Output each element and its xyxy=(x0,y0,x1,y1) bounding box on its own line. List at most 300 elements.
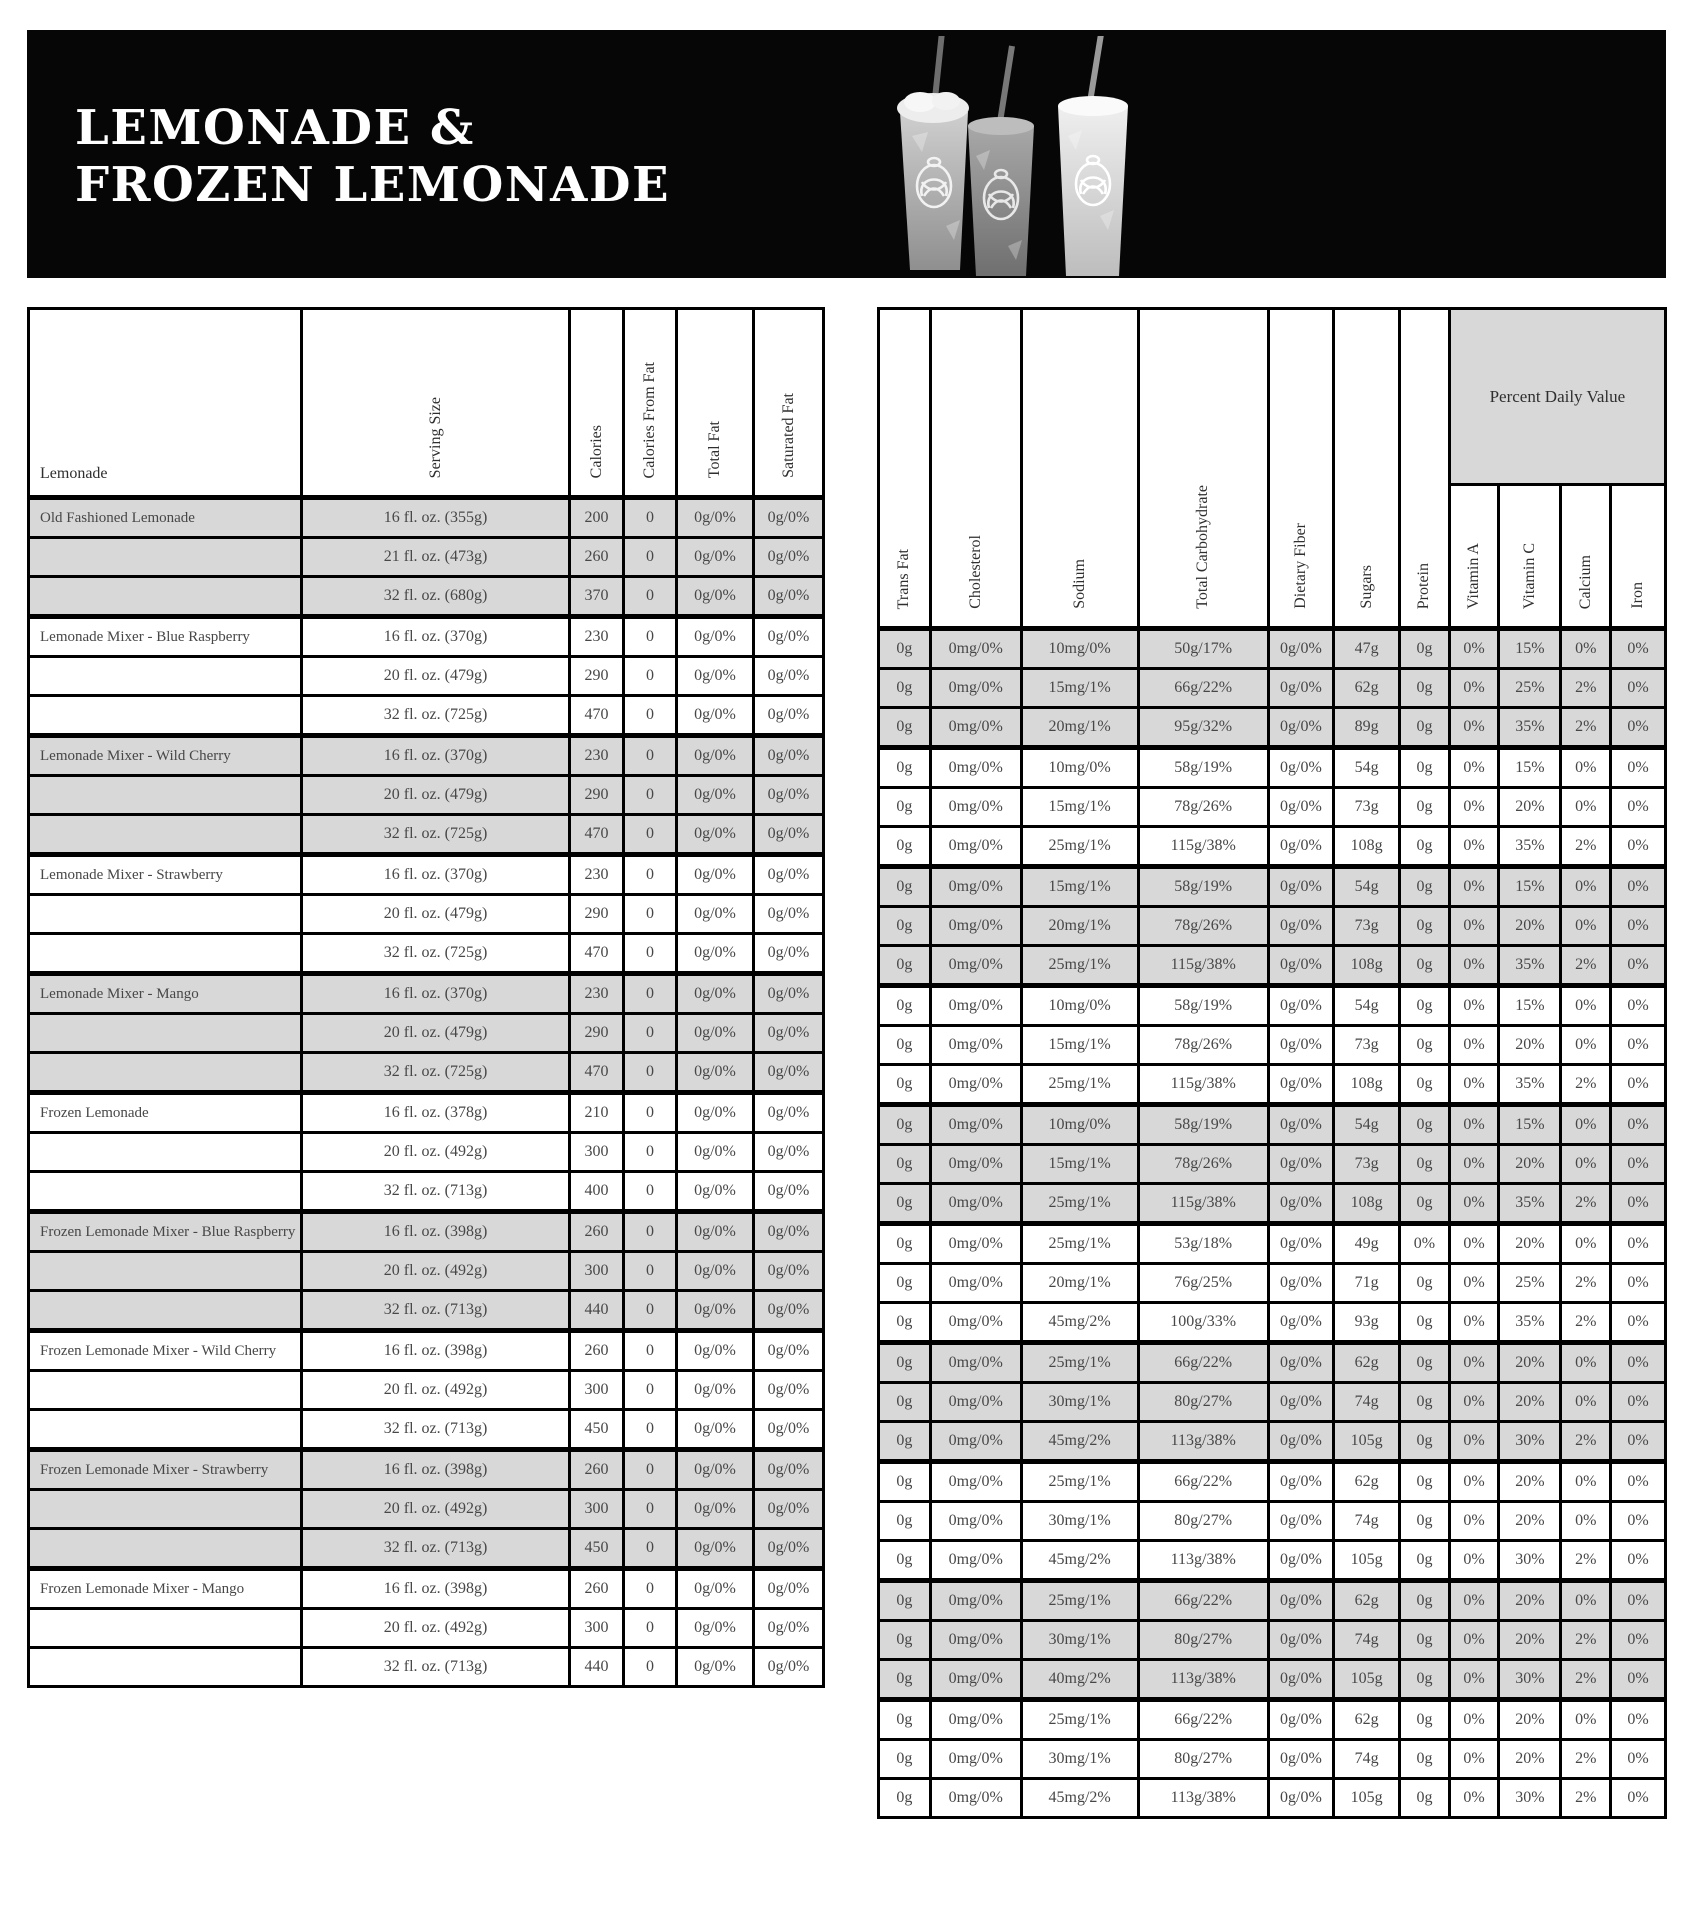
cell-dietary-fiber: 0g/0% xyxy=(1268,629,1333,669)
cell-cholesterol: 0mg/0% xyxy=(930,1145,1021,1184)
cell-iron: 0% xyxy=(1611,1541,1666,1581)
cell-calories-from-fat: 0 xyxy=(624,1371,677,1410)
product-row xyxy=(29,934,824,974)
cell-sodium: 30mg/1% xyxy=(1021,1383,1138,1422)
cell-cholesterol: 0mg/0% xyxy=(930,1422,1021,1462)
cell-total-carbohydrate: 78g/26% xyxy=(1138,1026,1268,1065)
cell-serving-size: 32 fl. oz. (725g) xyxy=(302,934,570,974)
column-header-total-carbohydrate: Total Carbohydrate xyxy=(1138,309,1268,629)
cell-cholesterol: 0mg/0% xyxy=(930,1224,1021,1264)
cell-cholesterol: 0mg/0% xyxy=(930,708,1021,748)
product-row xyxy=(29,895,824,934)
cell-product-name xyxy=(29,1133,302,1172)
product-row xyxy=(879,1621,1666,1660)
cell-vitamin-a: 0% xyxy=(1449,788,1499,827)
cell-total-carbohydrate: 66g/22% xyxy=(1138,1343,1268,1383)
cell-saturated-fat: 0g/0% xyxy=(754,538,824,577)
cell-total-carbohydrate: 66g/22% xyxy=(1138,669,1268,708)
cell-serving-size: 32 fl. oz. (725g) xyxy=(302,815,570,855)
cell-sugars: 47g xyxy=(1333,629,1399,669)
cell-calcium: 2% xyxy=(1561,1264,1611,1303)
cell-total-fat: 0g/0% xyxy=(677,736,754,776)
cup-shape xyxy=(1058,106,1128,276)
cell-calories-from-fat: 0 xyxy=(624,855,677,895)
cell-product-name xyxy=(29,1172,302,1212)
cell-sodium: 25mg/1% xyxy=(1021,1224,1138,1264)
cell-iron: 0% xyxy=(1611,1383,1666,1422)
cell-vitamin-a: 0% xyxy=(1449,946,1499,986)
cell-saturated-fat: 0g/0% xyxy=(754,934,824,974)
cell-vitamin-a: 0% xyxy=(1449,867,1499,907)
cell-product-name xyxy=(29,1529,302,1569)
cell-total-fat: 0g/0% xyxy=(677,1371,754,1410)
cell-sodium: 15mg/1% xyxy=(1021,788,1138,827)
cell-dietary-fiber: 0g/0% xyxy=(1268,1621,1333,1660)
cell-calories-from-fat: 0 xyxy=(624,1410,677,1450)
cell-total-carbohydrate: 78g/26% xyxy=(1138,1145,1268,1184)
product-row xyxy=(879,1660,1666,1700)
product-row xyxy=(29,1291,824,1331)
cell-iron: 0% xyxy=(1611,907,1666,946)
cell-product-name: Frozen Lemonade Mixer - Blue Raspberry xyxy=(29,1212,302,1252)
cell-product-name xyxy=(29,1053,302,1093)
cell-vitamin-c: 20% xyxy=(1499,1343,1561,1383)
cell-serving-size: 16 fl. oz. (370g) xyxy=(302,974,570,1014)
cell-serving-size: 20 fl. oz. (479g) xyxy=(302,657,570,696)
cell-cholesterol: 0mg/0% xyxy=(930,629,1021,669)
column-header-iron: Iron xyxy=(1611,485,1666,629)
cell-iron: 0% xyxy=(1611,1343,1666,1383)
cell-cholesterol: 0mg/0% xyxy=(930,1383,1021,1422)
cell-sodium: 45mg/2% xyxy=(1021,1422,1138,1462)
cell-vitamin-c: 20% xyxy=(1499,1740,1561,1779)
cell-total-carbohydrate: 113g/38% xyxy=(1138,1660,1268,1700)
cell-vitamin-c: 20% xyxy=(1499,1224,1561,1264)
cell-total-fat: 0g/0% xyxy=(677,1053,754,1093)
product-row xyxy=(29,1212,824,1252)
cell-serving-size: 32 fl. oz. (725g) xyxy=(302,696,570,736)
product-row xyxy=(879,1264,1666,1303)
cell-product-name xyxy=(29,776,302,815)
cell-calories: 470 xyxy=(570,815,624,855)
cell-protein: 0g xyxy=(1400,1105,1450,1145)
cell-total-carbohydrate: 50g/17% xyxy=(1138,629,1268,669)
page-title-line2: FROZEN LEMONADE xyxy=(75,157,671,213)
cell-dietary-fiber: 0g/0% xyxy=(1268,986,1333,1026)
product-row xyxy=(879,1026,1666,1065)
cell-dietary-fiber: 0g/0% xyxy=(1268,946,1333,986)
cell-protein: 0g xyxy=(1400,629,1450,669)
nutrition-table-main xyxy=(27,307,825,1688)
cell-product-name: Old Fashioned Lemonade xyxy=(29,498,302,538)
cell-serving-size: 32 fl. oz. (680g) xyxy=(302,577,570,617)
cell-total-carbohydrate: 58g/19% xyxy=(1138,867,1268,907)
cell-calories: 300 xyxy=(570,1371,624,1410)
cell-total-fat: 0g/0% xyxy=(677,498,754,538)
cell-vitamin-c: 30% xyxy=(1499,1422,1561,1462)
cell-product-name xyxy=(29,895,302,934)
cell-calcium: 0% xyxy=(1561,1343,1611,1383)
cell-total-fat: 0g/0% xyxy=(677,974,754,1014)
cell-vitamin-c: 15% xyxy=(1499,629,1561,669)
cell-calories-from-fat: 0 xyxy=(624,1133,677,1172)
page-title-line1: LEMONADE & xyxy=(75,100,475,156)
cell-vitamin-c: 20% xyxy=(1499,788,1561,827)
cell-calcium: 2% xyxy=(1561,669,1611,708)
cell-vitamin-c: 35% xyxy=(1499,946,1561,986)
cell-vitamin-a: 0% xyxy=(1449,1343,1499,1383)
cell-calcium: 0% xyxy=(1561,629,1611,669)
cell-total-fat: 0g/0% xyxy=(677,815,754,855)
cell-cholesterol: 0mg/0% xyxy=(930,1779,1021,1818)
cell-total-fat: 0g/0% xyxy=(677,776,754,815)
cell-iron: 0% xyxy=(1611,748,1666,788)
cell-total-fat: 0g/0% xyxy=(677,617,754,657)
cell-total-fat: 0g/0% xyxy=(677,1569,754,1609)
product-row xyxy=(879,669,1666,708)
product-row xyxy=(29,736,824,776)
product-row xyxy=(879,1105,1666,1145)
cell-iron: 0% xyxy=(1611,1224,1666,1264)
cell-serving-size: 16 fl. oz. (398g) xyxy=(302,1212,570,1252)
cell-iron: 0% xyxy=(1611,1581,1666,1621)
product-row xyxy=(879,1700,1666,1740)
cell-iron: 0% xyxy=(1611,827,1666,867)
column-header-serving-size: Serving Size xyxy=(302,309,570,498)
cell-total-carbohydrate: 115g/38% xyxy=(1138,1065,1268,1105)
column-header-vitamin-c: Vitamin C xyxy=(1499,485,1561,629)
cell-calories-from-fat: 0 xyxy=(624,974,677,1014)
cell-dietary-fiber: 0g/0% xyxy=(1268,907,1333,946)
cell-vitamin-a: 0% xyxy=(1449,1740,1499,1779)
cell-protein: 0% xyxy=(1400,1224,1450,1264)
product-row xyxy=(29,1331,824,1371)
cell-serving-size: 20 fl. oz. (479g) xyxy=(302,895,570,934)
cell-total-fat: 0g/0% xyxy=(677,657,754,696)
cell-vitamin-c: 20% xyxy=(1499,1621,1561,1660)
cell-total-carbohydrate: 78g/26% xyxy=(1138,907,1268,946)
product-row xyxy=(879,748,1666,788)
cell-calcium: 2% xyxy=(1561,1740,1611,1779)
header-row xyxy=(879,309,1666,485)
cell-iron: 0% xyxy=(1611,867,1666,907)
cell-cholesterol: 0mg/0% xyxy=(930,1343,1021,1383)
cell-trans-fat: 0g xyxy=(879,1581,931,1621)
cell-protein: 0g xyxy=(1400,827,1450,867)
cell-iron: 0% xyxy=(1611,1264,1666,1303)
product-row xyxy=(29,1490,824,1529)
product-row xyxy=(29,1093,824,1133)
product-row xyxy=(29,1529,824,1569)
cell-sodium: 25mg/1% xyxy=(1021,1184,1138,1224)
cell-calories: 300 xyxy=(570,1609,624,1648)
product-row xyxy=(879,1541,1666,1581)
cell-total-carbohydrate: 80g/27% xyxy=(1138,1502,1268,1541)
cell-vitamin-a: 0% xyxy=(1449,1581,1499,1621)
cell-protein: 0g xyxy=(1400,1264,1450,1303)
cell-iron: 0% xyxy=(1611,1303,1666,1343)
cell-dietary-fiber: 0g/0% xyxy=(1268,1700,1333,1740)
product-row xyxy=(29,1648,824,1687)
cell-total-carbohydrate: 115g/38% xyxy=(1138,946,1268,986)
product-row xyxy=(879,986,1666,1026)
column-header-dietary-fiber: Dietary Fiber xyxy=(1268,309,1333,629)
cell-calories-from-fat: 0 xyxy=(624,1053,677,1093)
cell-calories: 440 xyxy=(570,1648,624,1687)
cell-trans-fat: 0g xyxy=(879,748,931,788)
cell-sodium: 10mg/0% xyxy=(1021,629,1138,669)
cell-serving-size: 21 fl. oz. (473g) xyxy=(302,538,570,577)
cell-calories: 300 xyxy=(570,1133,624,1172)
cell-saturated-fat: 0g/0% xyxy=(754,1053,824,1093)
cell-protein: 0g xyxy=(1400,1383,1450,1422)
product-row xyxy=(29,1252,824,1291)
cell-calories-from-fat: 0 xyxy=(624,1172,677,1212)
product-row xyxy=(879,1581,1666,1621)
cell-calories-from-fat: 0 xyxy=(624,934,677,974)
cell-sugars: 62g xyxy=(1333,1581,1399,1621)
cell-iron: 0% xyxy=(1611,669,1666,708)
cell-iron: 0% xyxy=(1611,1621,1666,1660)
cell-cholesterol: 0mg/0% xyxy=(930,1660,1021,1700)
cell-vitamin-a: 0% xyxy=(1449,1303,1499,1343)
cell-sodium: 25mg/1% xyxy=(1021,1462,1138,1502)
cell-protein: 0g xyxy=(1400,1422,1450,1462)
cell-product-name: Lemonade Mixer - Blue Raspberry xyxy=(29,617,302,657)
product-row xyxy=(29,1133,824,1172)
frozen-swirl xyxy=(932,92,960,110)
cell-protein: 0g xyxy=(1400,1621,1450,1660)
cell-calories: 230 xyxy=(570,974,624,1014)
column-header-total-fat: Total Fat xyxy=(677,309,754,498)
cell-saturated-fat: 0g/0% xyxy=(754,974,824,1014)
cell-vitamin-a: 0% xyxy=(1449,1621,1499,1660)
cell-calories: 470 xyxy=(570,1053,624,1093)
cell-total-fat: 0g/0% xyxy=(677,1172,754,1212)
product-row xyxy=(29,1014,824,1053)
cell-saturated-fat: 0g/0% xyxy=(754,498,824,538)
cell-sugars: 73g xyxy=(1333,907,1399,946)
cell-calories: 300 xyxy=(570,1490,624,1529)
cell-calcium: 2% xyxy=(1561,1065,1611,1105)
cell-calories: 260 xyxy=(570,1331,624,1371)
cell-calories-from-fat: 0 xyxy=(624,696,677,736)
cell-calories: 370 xyxy=(570,577,624,617)
product-row xyxy=(29,538,824,577)
cell-calcium: 0% xyxy=(1561,1105,1611,1145)
cell-sugars: 108g xyxy=(1333,1184,1399,1224)
cell-total-fat: 0g/0% xyxy=(677,855,754,895)
cell-serving-size: 32 fl. oz. (725g) xyxy=(302,1053,570,1093)
product-row xyxy=(29,577,824,617)
cell-saturated-fat: 0g/0% xyxy=(754,776,824,815)
cell-serving-size: 20 fl. oz. (492g) xyxy=(302,1252,570,1291)
cell-vitamin-c: 20% xyxy=(1499,1502,1561,1541)
cell-calcium: 2% xyxy=(1561,1660,1611,1700)
cell-product-name: Lemonade Mixer - Strawberry xyxy=(29,855,302,895)
cell-calcium: 2% xyxy=(1561,1184,1611,1224)
cell-product-name xyxy=(29,1490,302,1529)
cell-total-carbohydrate: 80g/27% xyxy=(1138,1621,1268,1660)
cell-saturated-fat: 0g/0% xyxy=(754,895,824,934)
cell-protein: 0g xyxy=(1400,1343,1450,1383)
cell-protein: 0g xyxy=(1400,748,1450,788)
cell-cholesterol: 0mg/0% xyxy=(930,867,1021,907)
cell-protein: 0g xyxy=(1400,1502,1450,1541)
cell-total-carbohydrate: 53g/18% xyxy=(1138,1224,1268,1264)
cell-calcium: 2% xyxy=(1561,708,1611,748)
cell-trans-fat: 0g xyxy=(879,1105,931,1145)
cell-calories: 450 xyxy=(570,1410,624,1450)
cell-saturated-fat: 0g/0% xyxy=(754,1212,824,1252)
cell-calories-from-fat: 0 xyxy=(624,657,677,696)
cell-product-name xyxy=(29,1648,302,1687)
product-row xyxy=(879,1184,1666,1224)
cell-total-fat: 0g/0% xyxy=(677,577,754,617)
cell-calcium: 0% xyxy=(1561,748,1611,788)
cell-trans-fat: 0g xyxy=(879,1264,931,1303)
cell-total-fat: 0g/0% xyxy=(677,1648,754,1687)
cell-total-carbohydrate: 100g/33% xyxy=(1138,1303,1268,1343)
header-row xyxy=(29,309,824,498)
cell-vitamin-a: 0% xyxy=(1449,1264,1499,1303)
cell-vitamin-a: 0% xyxy=(1449,1383,1499,1422)
cell-calories-from-fat: 0 xyxy=(624,776,677,815)
cell-dietary-fiber: 0g/0% xyxy=(1268,1065,1333,1105)
product-row xyxy=(879,946,1666,986)
cell-total-carbohydrate: 113g/38% xyxy=(1138,1422,1268,1462)
cell-trans-fat: 0g xyxy=(879,1502,931,1541)
product-row xyxy=(879,629,1666,669)
cell-saturated-fat: 0g/0% xyxy=(754,696,824,736)
product-row xyxy=(879,1383,1666,1422)
cell-cholesterol: 0mg/0% xyxy=(930,1026,1021,1065)
cell-serving-size: 20 fl. oz. (492g) xyxy=(302,1609,570,1648)
column-header-cholesterol: Cholesterol xyxy=(930,309,1021,629)
cell-iron: 0% xyxy=(1611,1026,1666,1065)
cell-product-name xyxy=(29,577,302,617)
cell-sugars: 73g xyxy=(1333,788,1399,827)
cell-vitamin-c: 25% xyxy=(1499,669,1561,708)
cell-vitamin-c: 15% xyxy=(1499,867,1561,907)
cell-sodium: 20mg/1% xyxy=(1021,1264,1138,1303)
cell-dietary-fiber: 0g/0% xyxy=(1268,1502,1333,1541)
cell-iron: 0% xyxy=(1611,1740,1666,1779)
cell-iron: 0% xyxy=(1611,1779,1666,1818)
cell-calcium: 0% xyxy=(1561,907,1611,946)
cell-calcium: 2% xyxy=(1561,827,1611,867)
cell-sodium: 15mg/1% xyxy=(1021,669,1138,708)
cell-product-name xyxy=(29,538,302,577)
cell-cholesterol: 0mg/0% xyxy=(930,1541,1021,1581)
cell-vitamin-c: 15% xyxy=(1499,986,1561,1026)
cell-cholesterol: 0mg/0% xyxy=(930,1502,1021,1541)
cell-cholesterol: 0mg/0% xyxy=(930,827,1021,867)
cell-serving-size: 16 fl. oz. (370g) xyxy=(302,617,570,657)
cell-product-name: Lemonade Mixer - Mango xyxy=(29,974,302,1014)
cell-dietary-fiber: 0g/0% xyxy=(1268,827,1333,867)
product-row xyxy=(879,1740,1666,1779)
cell-saturated-fat: 0g/0% xyxy=(754,577,824,617)
cell-sugars: 108g xyxy=(1333,1065,1399,1105)
product-row xyxy=(29,617,824,657)
cell-vitamin-a: 0% xyxy=(1449,708,1499,748)
cell-saturated-fat: 0g/0% xyxy=(754,617,824,657)
cell-vitamin-c: 20% xyxy=(1499,1700,1561,1740)
cup-shape xyxy=(900,112,968,270)
cell-sodium: 25mg/1% xyxy=(1021,1700,1138,1740)
cell-total-carbohydrate: 95g/32% xyxy=(1138,708,1268,748)
cell-cholesterol: 0mg/0% xyxy=(930,669,1021,708)
cell-total-fat: 0g/0% xyxy=(677,696,754,736)
cell-iron: 0% xyxy=(1611,1660,1666,1700)
cell-sodium: 45mg/2% xyxy=(1021,1541,1138,1581)
product-row xyxy=(879,1422,1666,1462)
product-row xyxy=(879,907,1666,946)
cell-calories-from-fat: 0 xyxy=(624,1252,677,1291)
product-row xyxy=(879,1343,1666,1383)
cell-calcium: 0% xyxy=(1561,788,1611,827)
column-header-protein: Protein xyxy=(1400,309,1450,629)
cell-product-name xyxy=(29,815,302,855)
cell-iron: 0% xyxy=(1611,1145,1666,1184)
cell-sodium: 45mg/2% xyxy=(1021,1779,1138,1818)
cell-product-name: Frozen Lemonade Mixer - Wild Cherry xyxy=(29,1331,302,1371)
cell-saturated-fat: 0g/0% xyxy=(754,1450,824,1490)
cell-cholesterol: 0mg/0% xyxy=(930,1740,1021,1779)
cell-trans-fat: 0g xyxy=(879,1224,931,1264)
cell-sodium: 10mg/0% xyxy=(1021,748,1138,788)
cell-protein: 0g xyxy=(1400,1660,1450,1700)
column-header-calories: Calories xyxy=(570,309,624,498)
cell-total-carbohydrate: 80g/27% xyxy=(1138,1740,1268,1779)
cell-calories-from-fat: 0 xyxy=(624,1450,677,1490)
cell-trans-fat: 0g xyxy=(879,1343,931,1383)
cell-calories: 210 xyxy=(570,1093,624,1133)
cell-trans-fat: 0g xyxy=(879,907,931,946)
cup-rim xyxy=(1058,96,1128,116)
product-row xyxy=(29,855,824,895)
cell-calories-from-fat: 0 xyxy=(624,538,677,577)
cell-trans-fat: 0g xyxy=(879,1660,931,1700)
cell-product-name xyxy=(29,934,302,974)
cell-trans-fat: 0g xyxy=(879,946,931,986)
cell-vitamin-a: 0% xyxy=(1449,669,1499,708)
cell-product-name xyxy=(29,1410,302,1450)
cell-vitamin-a: 0% xyxy=(1449,1422,1499,1462)
cell-trans-fat: 0g xyxy=(879,1422,931,1462)
cell-calories: 230 xyxy=(570,617,624,657)
cell-cholesterol: 0mg/0% xyxy=(930,1621,1021,1660)
cell-sodium: 20mg/1% xyxy=(1021,907,1138,946)
cell-vitamin-a: 0% xyxy=(1449,1224,1499,1264)
cell-calories-from-fat: 0 xyxy=(624,815,677,855)
cell-calories: 400 xyxy=(570,1172,624,1212)
cell-trans-fat: 0g xyxy=(879,669,931,708)
cell-protein: 0g xyxy=(1400,1541,1450,1581)
cell-serving-size: 20 fl. oz. (492g) xyxy=(302,1133,570,1172)
cell-calcium: 0% xyxy=(1561,1383,1611,1422)
cell-cholesterol: 0mg/0% xyxy=(930,1462,1021,1502)
cell-dietary-fiber: 0g/0% xyxy=(1268,708,1333,748)
cell-protein: 0g xyxy=(1400,1581,1450,1621)
column-header-sugars: Sugars xyxy=(1333,309,1399,629)
cell-dietary-fiber: 0g/0% xyxy=(1268,1541,1333,1581)
cell-sugars: 108g xyxy=(1333,827,1399,867)
cell-total-carbohydrate: 66g/22% xyxy=(1138,1700,1268,1740)
column-header-saturated-fat: Saturated Fat xyxy=(754,309,824,498)
cell-vitamin-c: 35% xyxy=(1499,708,1561,748)
